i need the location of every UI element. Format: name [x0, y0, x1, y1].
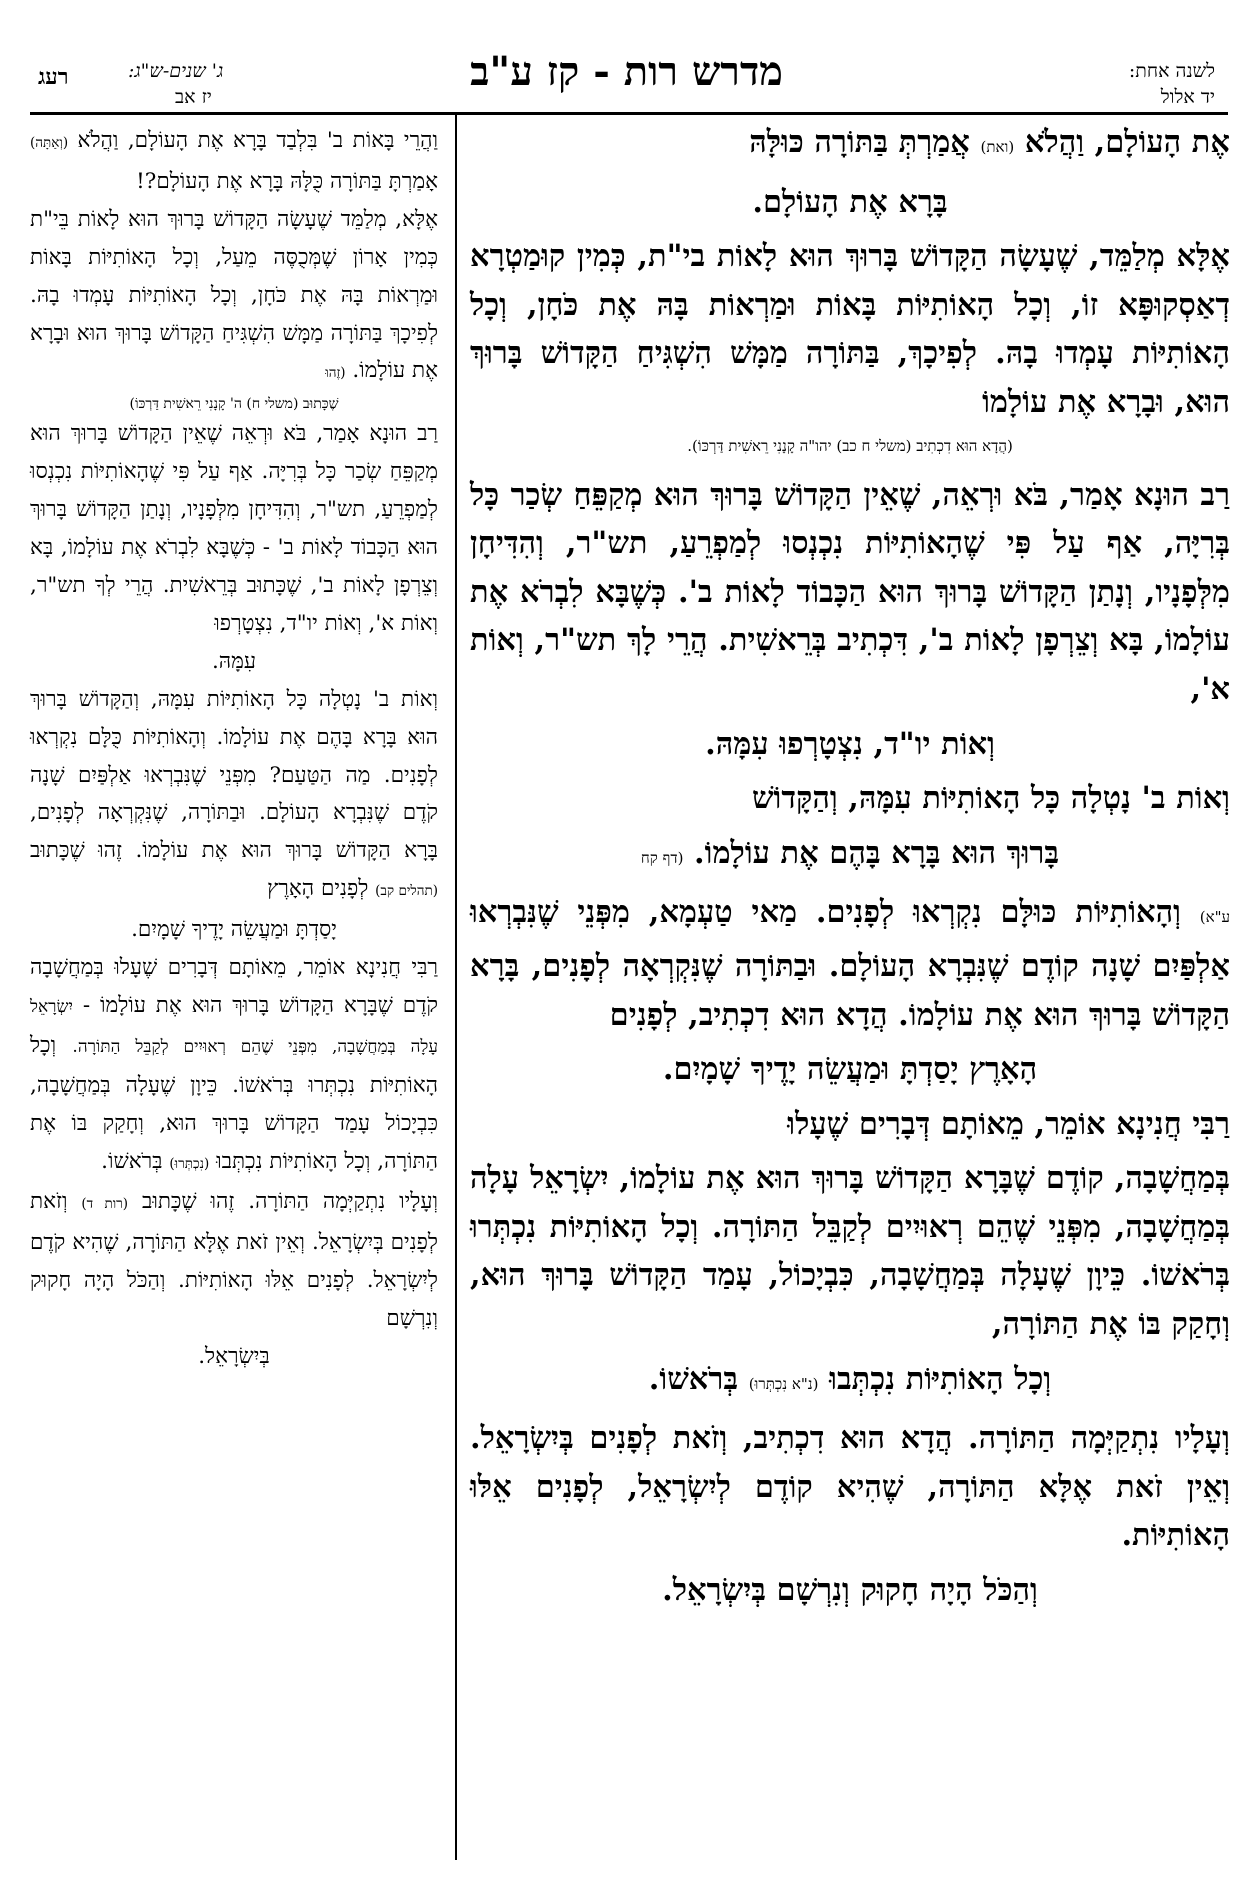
- main-page-marker: ע"א): [1199, 908, 1231, 927]
- side-text: אֶלָּא, מְלַמֵּד שֶׁעָשָׂה הַקָּדוֹשׁ בָּרוּךְ הוּא לָאוֹת בֵּי"ת כְּמִין אָרוֹן שֶׁמְּכֻסֶּה מֵעַל, וְכָל הָאוֹתִיּוֹת בָּאוֹת וּמַרְאוֹת בָּהּ אֶת כֹּחָן, וְכָל הָאוֹתִיּוֹת עָמְדוּ בָהּ. לְפִיכָךְ בַּתּוֹרָה מַמָּשׁ הִשְׁגִּיחַ הַקָּדוֹשׁ בָּרוּךְ הוּא וּבָרָא אֶת עוֹלָמוֹ.: [30, 206, 438, 384]
- main-text: וְהָאוֹתִיּוֹת כּוּלָּם נִקְרְאוּ לְפָנִים. מַאי טַעְמָא, מִפְּנֵי שֶׁנִּבְרְאוּ אַלְפַּיִם שָׁנָה קוֹדֶם שֶׁנִּבְרָא הָעוֹלָם. וּבַתּוֹרָה שֶׁנִּקְרְאָה לְפָנִים, בָּרָא הַקָּדוֹשׁ בָּרוּךְ הוּא אֶת עוֹלָמוֹ. הֲדָא הוּא דִכְתִיב, לְפָנִים: [470, 894, 1230, 1033]
- side-text: וַהֲרֵי בָּאוֹת ב' בִּלְבַד בָּרָא אֶת הָעוֹלָם, וַהֲלֹא: [77, 128, 438, 153]
- main-column: [470, 118, 1230, 1878]
- column-divider: [455, 115, 457, 1860]
- main-paragraph-5-end: הָאָרֶץ יָסַדְתָּ וּמַעֲשֵׂה יָדֶיךָ שָׁמָיִם.: [662, 1051, 1038, 1088]
- header-schedule-one-year: לשנה אחת:: [1128, 60, 1215, 82]
- main-paragraph-6: רַבִּי חֲנִינָא אוֹמֵר, מֵאוֹתָם דְּבָרִים שֶׁעָלוּ: [787, 1105, 1230, 1142]
- main-source-citation: (הֲדָא הוּא דִכְתִיב (משלי ח כב) יהו"ה קָנָנִי רֵאשִׁית דַּרְכּוֹ).: [687, 436, 1013, 455]
- main-paragraph-1-end: בָּרָא אֶת הָעוֹלָם.: [752, 183, 948, 220]
- translation-column: [30, 122, 438, 1862]
- main-page-marker: (דף קח: [640, 848, 684, 867]
- side-paragraph-3: רַב הוּנָא אָמַר, בֹּא וּרְאֵה שֶׁאֵין הַקָּדוֹשׁ בָּרוּךְ הוּא מְקַפֵּחַ שְׂכַר כָּל בְּרִיָּה. אַף עַל פִּי שֶׁהָאוֹתִיּוֹת נִכְנְסוּ לְמַפְרֵעַ, תש"ר, וְהִדִּיחָן מִלְּפָנָיו, וְנָתַן הַקָּדוֹשׁ בָּרוּךְ הוּא הַכָּבוֹד לָאוֹת ב' - כְּשֶׁבָּא לִבְרֹא אֶת עוֹלָמוֹ, בָּא וְצֵרְפָן לָאוֹת ב', שֶׁכָּתוּב בְּרֵאשִׁית. הֲרֵי לְךָ תש"ר, וְאוֹת א', וְאוֹת יו"ד, נִצְטָרְפוּ: [30, 421, 438, 636]
- side-text: אָמַרְתָּ בַּתּוֹרָה כֻּלָּהּ בָּרָא אֶת הָעוֹלָם?!: [136, 168, 438, 194]
- side-text: וְאוֹת ב' נָטְלָה כָּל הָאוֹתִיּוֹת עִמָּהּ, וְהַקָּדוֹשׁ בָּרוּךְ הוּא בָּרָא בָּהֶם אֶת עוֹלָמוֹ. וְהָאוֹתִיּוֹת כֻּלָּם נִקְרְאוּ לְפָנִים. מַה הַטַּעַם? מִפְּנֵי שֶׁנִּבְרְאוּ אַלְפַּיִם שָׁנָה קֹדֶם שֶׁנִּבְרָא הָעוֹלָם. וּבַתּוֹרָה, שֶׁנִּקְרְאָה לְפָנִים, בָּרָא הַקָּדוֹשׁ בָּרוּךְ הוּא אֶת עוֹלָמוֹ. זֶהוּ שֶׁכָּתוּב: [30, 686, 438, 864]
- side-text: בְּרֹאשׁוֹ.: [101, 1148, 163, 1174]
- main-paragraph-3: רַב הוּנָא אָמַר, בֹּא וּרְאֵה, שֶׁאֵין הַקָּדוֹשׁ בָּרוּךְ הוּא מְקַפֵּחַ שְׂכַר כָּל בְּרִיָּה, אַף עַל פִּי שֶׁהָאוֹתִיּוֹת נִכְנְסוּ לְמַפְרֵעַ, תש"ר, וְהִדִּיחָן מִלְּפָנָיו, וְנָתַן הַקָּדוֹשׁ בָּרוּךְ הוּא הַכָּבוֹד לָאוֹת ב'. כְּשֶׁבָּא לִבְרֹא אֶת עוֹלָמוֹ, בָּא וְצֵרְפָן לָאוֹת ב', דִּכְתִיב בְּרֵאשִׁית. הֲרֵי לָךְ תש"ר, וְאוֹת א',: [470, 476, 1230, 707]
- side-paragraph-1: [30, 122, 438, 201]
- main-paragraph-2: אֶלָּא מְלַמֵּד, שֶׁעָשָׂה הַקָּדוֹשׁ בָּרוּךְ הוּא לָאוֹת בי"ת, כְּמִין קוּמַטְרָא דְאַסְקוּפָּא זוֹ, וְכָל הָאוֹתִיּוֹת בָּאוֹת וּמַרְאוֹת בָּהּ אֶת כֹּחָן, וְכָל הָאוֹתִיּוֹת עָמְדוּ בָהּ. לְפִיכָךְ, בַּתּוֹרָה מַמָּשׁ הִשְׁגִּיחַ הַקָּדוֹשׁ בָּרוּךְ הוּא, וּבָרָא אֶת עוֹלָמוֹ: [470, 238, 1230, 420]
- header-rule: [30, 112, 1228, 115]
- side-paragraph-4: [30, 681, 438, 911]
- main-text: אֶת הָעוֹלָם, וַהֲלֹא: [1024, 124, 1230, 160]
- side-text: וְעָלָיו נִתְקַיְּמָה הַתּוֹרָה. זֶהוּ שֶׁכָּתוּב: [141, 1189, 438, 1215]
- side-text: רַבִּי חֲנִינָא אוֹמֵר, מֵאוֹתָם דְּבָרִים שֶׁעָלוּ בְּמַחֲשָׁבָה קֹדֶם שֶׁבָּרָא הַקָּדוֹשׁ בָּרוּךְ הוּא אֶת עוֹלָמוֹ -: [30, 955, 438, 1018]
- main-text: בְּרֹאשׁוֹ.: [648, 1360, 739, 1397]
- side-paragraph-6: [30, 1183, 438, 1338]
- main-paragraph-3-end: וְאוֹת יו"ד, נִצְטָרְפוּ עִמָּהּ.: [705, 725, 995, 762]
- main-text: בָּרוּךְ הוּא בָּרָא בָּהֶם אֶת עוֹלָמוֹ.: [694, 834, 1060, 871]
- side-paragraph-5: [30, 949, 438, 1183]
- main-paragraph-6-end: [470, 1355, 1230, 1409]
- page-title: מדרש רות - קז ע"ב: [470, 48, 783, 95]
- side-source-citation: שֶׁכָּתוּב (משלי ח) ה' קָנָנִי רֵאשִׁית דַּרְכּוֹ): [129, 396, 339, 413]
- main-paragraph-4-end: [470, 829, 1230, 883]
- side-citation-note: (תהלים קב): [375, 883, 438, 900]
- side-paragraph-4-end: יָסַדְתָּ וּמַעֲשֵׂה יָדֶיךָ שָׁמָיִם.: [131, 917, 337, 943]
- main-paragraph-1: [470, 118, 1230, 172]
- main-variant-note: (ואת): [980, 138, 1015, 156]
- side-text: וְכָל הָאוֹתִיּוֹת נִכְתְּרוּ בְּרֹאשׁוֹ. כֵּיוָן שֶׁעָלָה בְּמַחֲשָׁבָה, כִּבְיָכוֹל עָמַד הַקָּדוֹשׁ בָּרוּךְ הוּא, וְחָקַק בּוֹ אֶת הַתּוֹרָה, וְכָל הָאוֹתִיּוֹת נִכְתְּבוּ: [30, 1032, 438, 1174]
- main-text: אֲמַרְתְּ בַּתּוֹרָה כּוּלָּהּ: [749, 124, 970, 160]
- header-date-one-year: יד אלול: [1160, 86, 1215, 108]
- page-number: רעג: [38, 64, 69, 90]
- header-date-three-years: יז אב: [175, 86, 212, 108]
- side-variant-note: (נִכְתְּרוּ): [169, 1155, 210, 1172]
- side-paragraph-3-end: עִמָּהּ.: [211, 648, 257, 674]
- side-small-text: יִשְׂרָאֵל עָלָה בְּמַחֲשָׁבָה, מִפְּנֵי שֶׁהֵם רְאוּיִים לְקַבֵּל הַתּוֹרָה.: [30, 996, 438, 1057]
- main-paragraph-5: [470, 888, 1230, 1039]
- main-paragraph-7-end: וְהַכֹּל הָיָה חָקוּק וְנִרְשָׁם בְּיִשְׂרָאֵל.: [662, 1572, 1038, 1609]
- main-variant-note: (נ"א נִכְתְּרוּ): [748, 1374, 819, 1393]
- side-text: וְזֹאת לְפָנִים בְּיִשְׂרָאֵל. וְאֵין זֹאת אֶלָּא הַתּוֹרָה, שֶׁהִיא קֹדֶם לְיִשְׂרָאֵל. לְפָנִים אֵלּוּ הָאוֹתִיּוֹת. וְהַכֹּל הָיָה חָקוּק וְנִרְשָׁם: [30, 1189, 438, 1332]
- main-paragraph-4: וְאוֹת ב' נָטְלָה כָּל הָאוֹתִיּוֹת עִמָּהּ, וְהַקָּדוֹשׁ: [751, 780, 1230, 817]
- main-paragraph-6-body: בְּמַחֲשָׁבָה, קוֹדֶם שֶׁבָּרָא הַקָּדוֹשׁ בָּרוּךְ הוּא אֶת עוֹלָמוֹ, יִשְׂרָאֵל עָלָה בְּמַחֲשָׁבָה, מִפְּנֵי שֶׁהֵם רְאוּיִים לְקַבֵּל הַתּוֹרָה. וְכָל הָאוֹתִיּוֹת נִכְתְּרוּ בְּרֹאשׁוֹ. כֵּיוָן שֶׁעָלָה בְּמַחֲשָׁבָה, כִּבְיָכוֹל, עָמַד הַקָּדוֹשׁ בָּרוּךְ הוּא, וְחָקַק בּוֹ אֶת הַתּוֹרָה,: [470, 1160, 1230, 1343]
- main-paragraph-7: וְעָלָיו נִתְקַיְּמָה הַתּוֹרָה. הֲדָא הוּא דִכְתִיב, וְזֹאת לְפָנִים בְּיִשְׂרָאֵל. וְאֵין זֹאת אֶלָּא הַתּוֹרָה, שֶׁהִיא קוֹדֶם לְיִשְׂרָאֵל, לְפָנִים אֵלּוּ הָאוֹתִיּוֹת.: [470, 1420, 1230, 1554]
- main-text: וְכָל הָאוֹתִיּוֹת נִכְתְּבוּ: [829, 1360, 1052, 1397]
- side-citation-note: (רות ד): [81, 1196, 129, 1213]
- side-variant-note: (וְאַתָּה): [30, 135, 69, 151]
- side-paragraph-2: [30, 201, 438, 394]
- side-variant-note: (זֶהוּ: [325, 365, 346, 382]
- side-text: לְפָנִים הָאָרֶץ: [267, 876, 369, 902]
- side-paragraph-6-end: בְּיִשְׂרָאֵל.: [198, 1344, 270, 1370]
- header-schedule-three-years: ג' שנים-ש"ג:: [128, 60, 224, 82]
